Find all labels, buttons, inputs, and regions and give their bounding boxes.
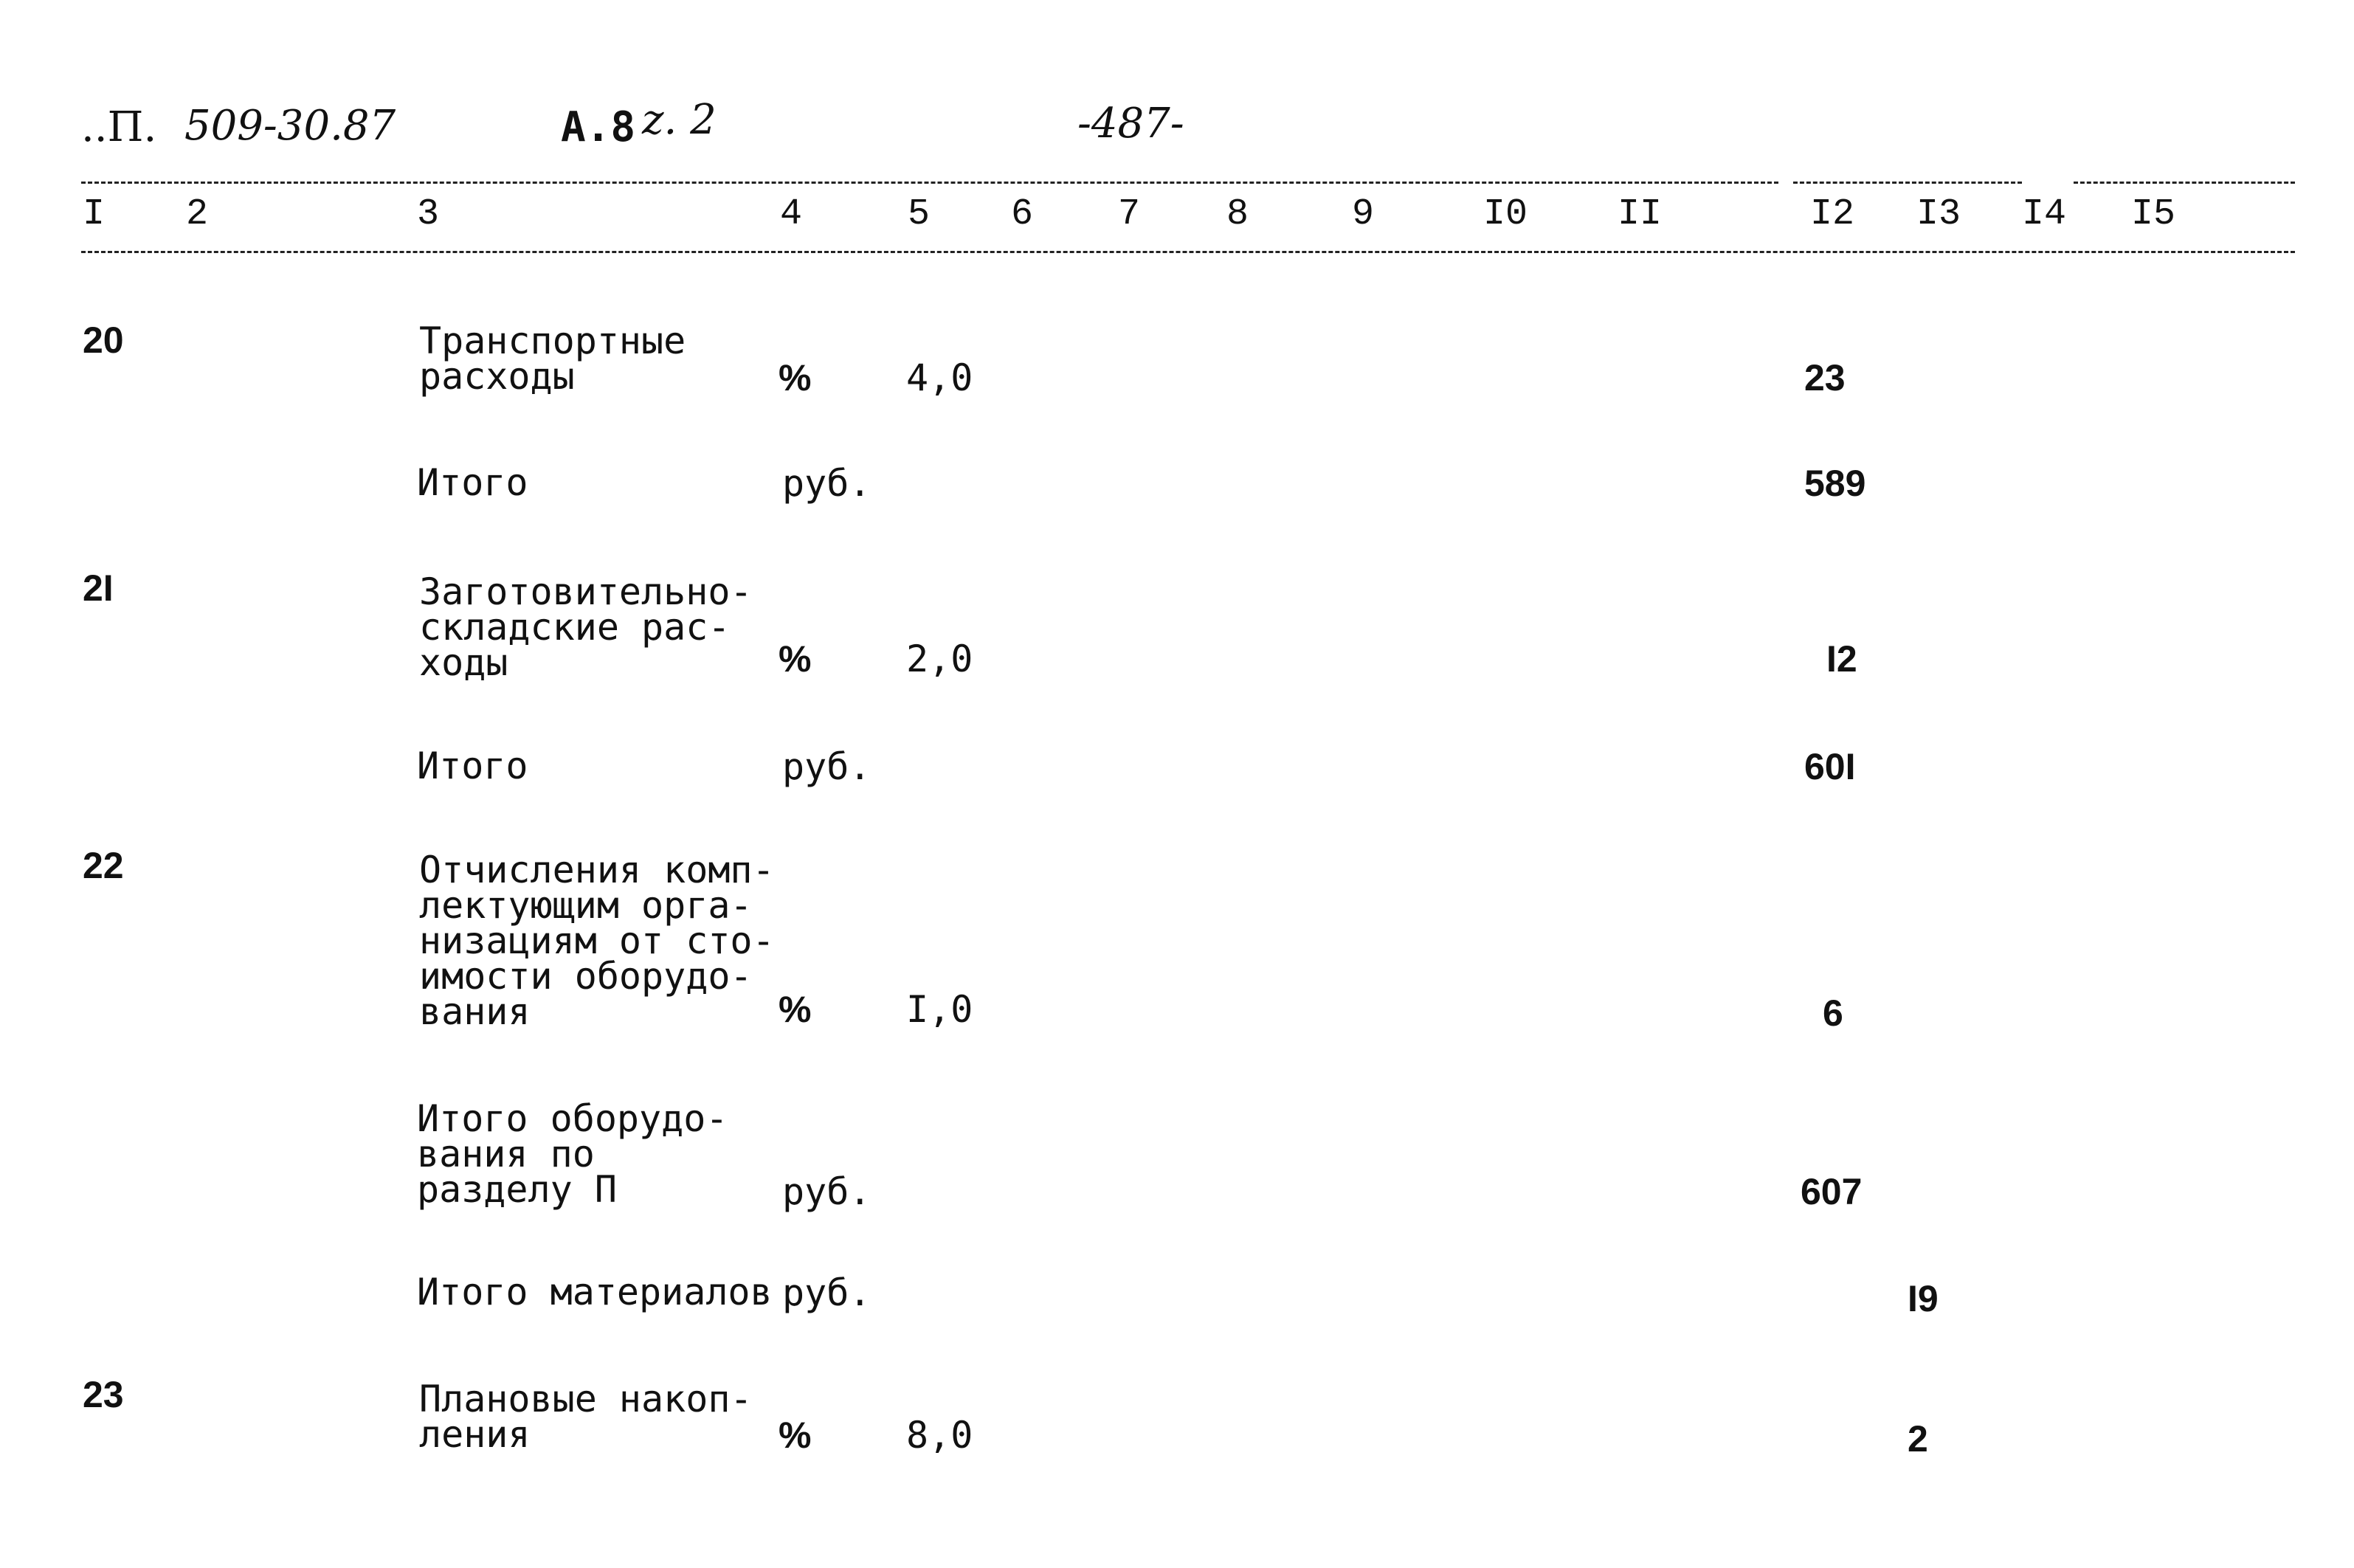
row-number: 2I xyxy=(83,567,114,609)
column-number: 4 xyxy=(780,193,803,235)
row-col12-value: 23 xyxy=(1804,357,1846,398)
column-number: 8 xyxy=(1226,193,1249,235)
column-number: 7 xyxy=(1118,193,1141,235)
row-unit: % xyxy=(779,989,812,1030)
row-description: Итого xyxy=(417,745,528,787)
row-col12-value: 589 xyxy=(1804,463,1866,504)
header-bottom-rule xyxy=(81,251,2295,253)
column-number: I xyxy=(83,193,106,235)
row-unit: руб. xyxy=(782,745,871,788)
row-col12-value: 607 xyxy=(1801,1171,1863,1212)
row-description: Итого материалов xyxy=(417,1271,773,1313)
row-number: 20 xyxy=(83,320,124,361)
header-top-rule xyxy=(81,182,1778,184)
header-top-rule-right-a xyxy=(1793,182,2022,184)
row-col12-value: 60I xyxy=(1804,746,1856,787)
row-number: 22 xyxy=(83,845,124,886)
row-unit: % xyxy=(779,357,812,398)
column-number: 6 xyxy=(1011,193,1034,235)
album-prefix: А.8 xyxy=(561,103,636,151)
doc-code: 509-30.87 xyxy=(184,102,396,150)
column-number: I4 xyxy=(2022,193,2067,235)
column-number: I2 xyxy=(1810,193,1855,235)
column-number: 2 xyxy=(186,193,209,235)
column-number: I3 xyxy=(1916,193,1961,235)
header-top-rule-right-b xyxy=(2074,182,2295,184)
column-number: 9 xyxy=(1352,193,1375,235)
row-description: Итого оборудо- вания по разделу П xyxy=(417,1097,728,1211)
row-unit: руб. xyxy=(782,1271,871,1314)
column-number: I0 xyxy=(1483,193,1528,235)
row-unit: руб. xyxy=(782,1170,871,1213)
row-description: Отчисления комп- лектующим орга- низациям от сто- имости оборудо- вания xyxy=(419,849,775,1033)
row-unit: руб. xyxy=(782,462,871,505)
row-rate: 2,0 xyxy=(906,638,973,680)
column-number: 5 xyxy=(908,193,931,235)
row-unit: % xyxy=(779,638,812,680)
row-number: 23 xyxy=(83,1374,124,1415)
row-description: Итого xyxy=(417,461,528,504)
row-rate: 8,0 xyxy=(906,1414,973,1457)
row-col12-value: 6 xyxy=(1823,992,1843,1034)
doc-code-prefix: ..П. xyxy=(81,103,157,151)
row-description: Плановые накоп- ления xyxy=(419,1378,753,1456)
row-description: Заготовительно- складские рас- ходы xyxy=(419,570,753,684)
column-number: I5 xyxy=(2131,193,2176,235)
row-col13-value: 2 xyxy=(1908,1418,1928,1460)
page-number: -487- xyxy=(1077,100,1184,148)
row-col12-value: I2 xyxy=(1826,638,1857,680)
row-rate: I,0 xyxy=(906,988,973,1031)
column-number: 3 xyxy=(417,193,440,235)
row-description: Транспортные расходы xyxy=(419,320,686,398)
album-suffix: z. 2 xyxy=(642,96,717,144)
row-rate: 4,0 xyxy=(906,356,973,399)
row-unit: % xyxy=(779,1415,812,1456)
column-number: II xyxy=(1618,193,1663,235)
row-col13-value: I9 xyxy=(1908,1278,1939,1319)
